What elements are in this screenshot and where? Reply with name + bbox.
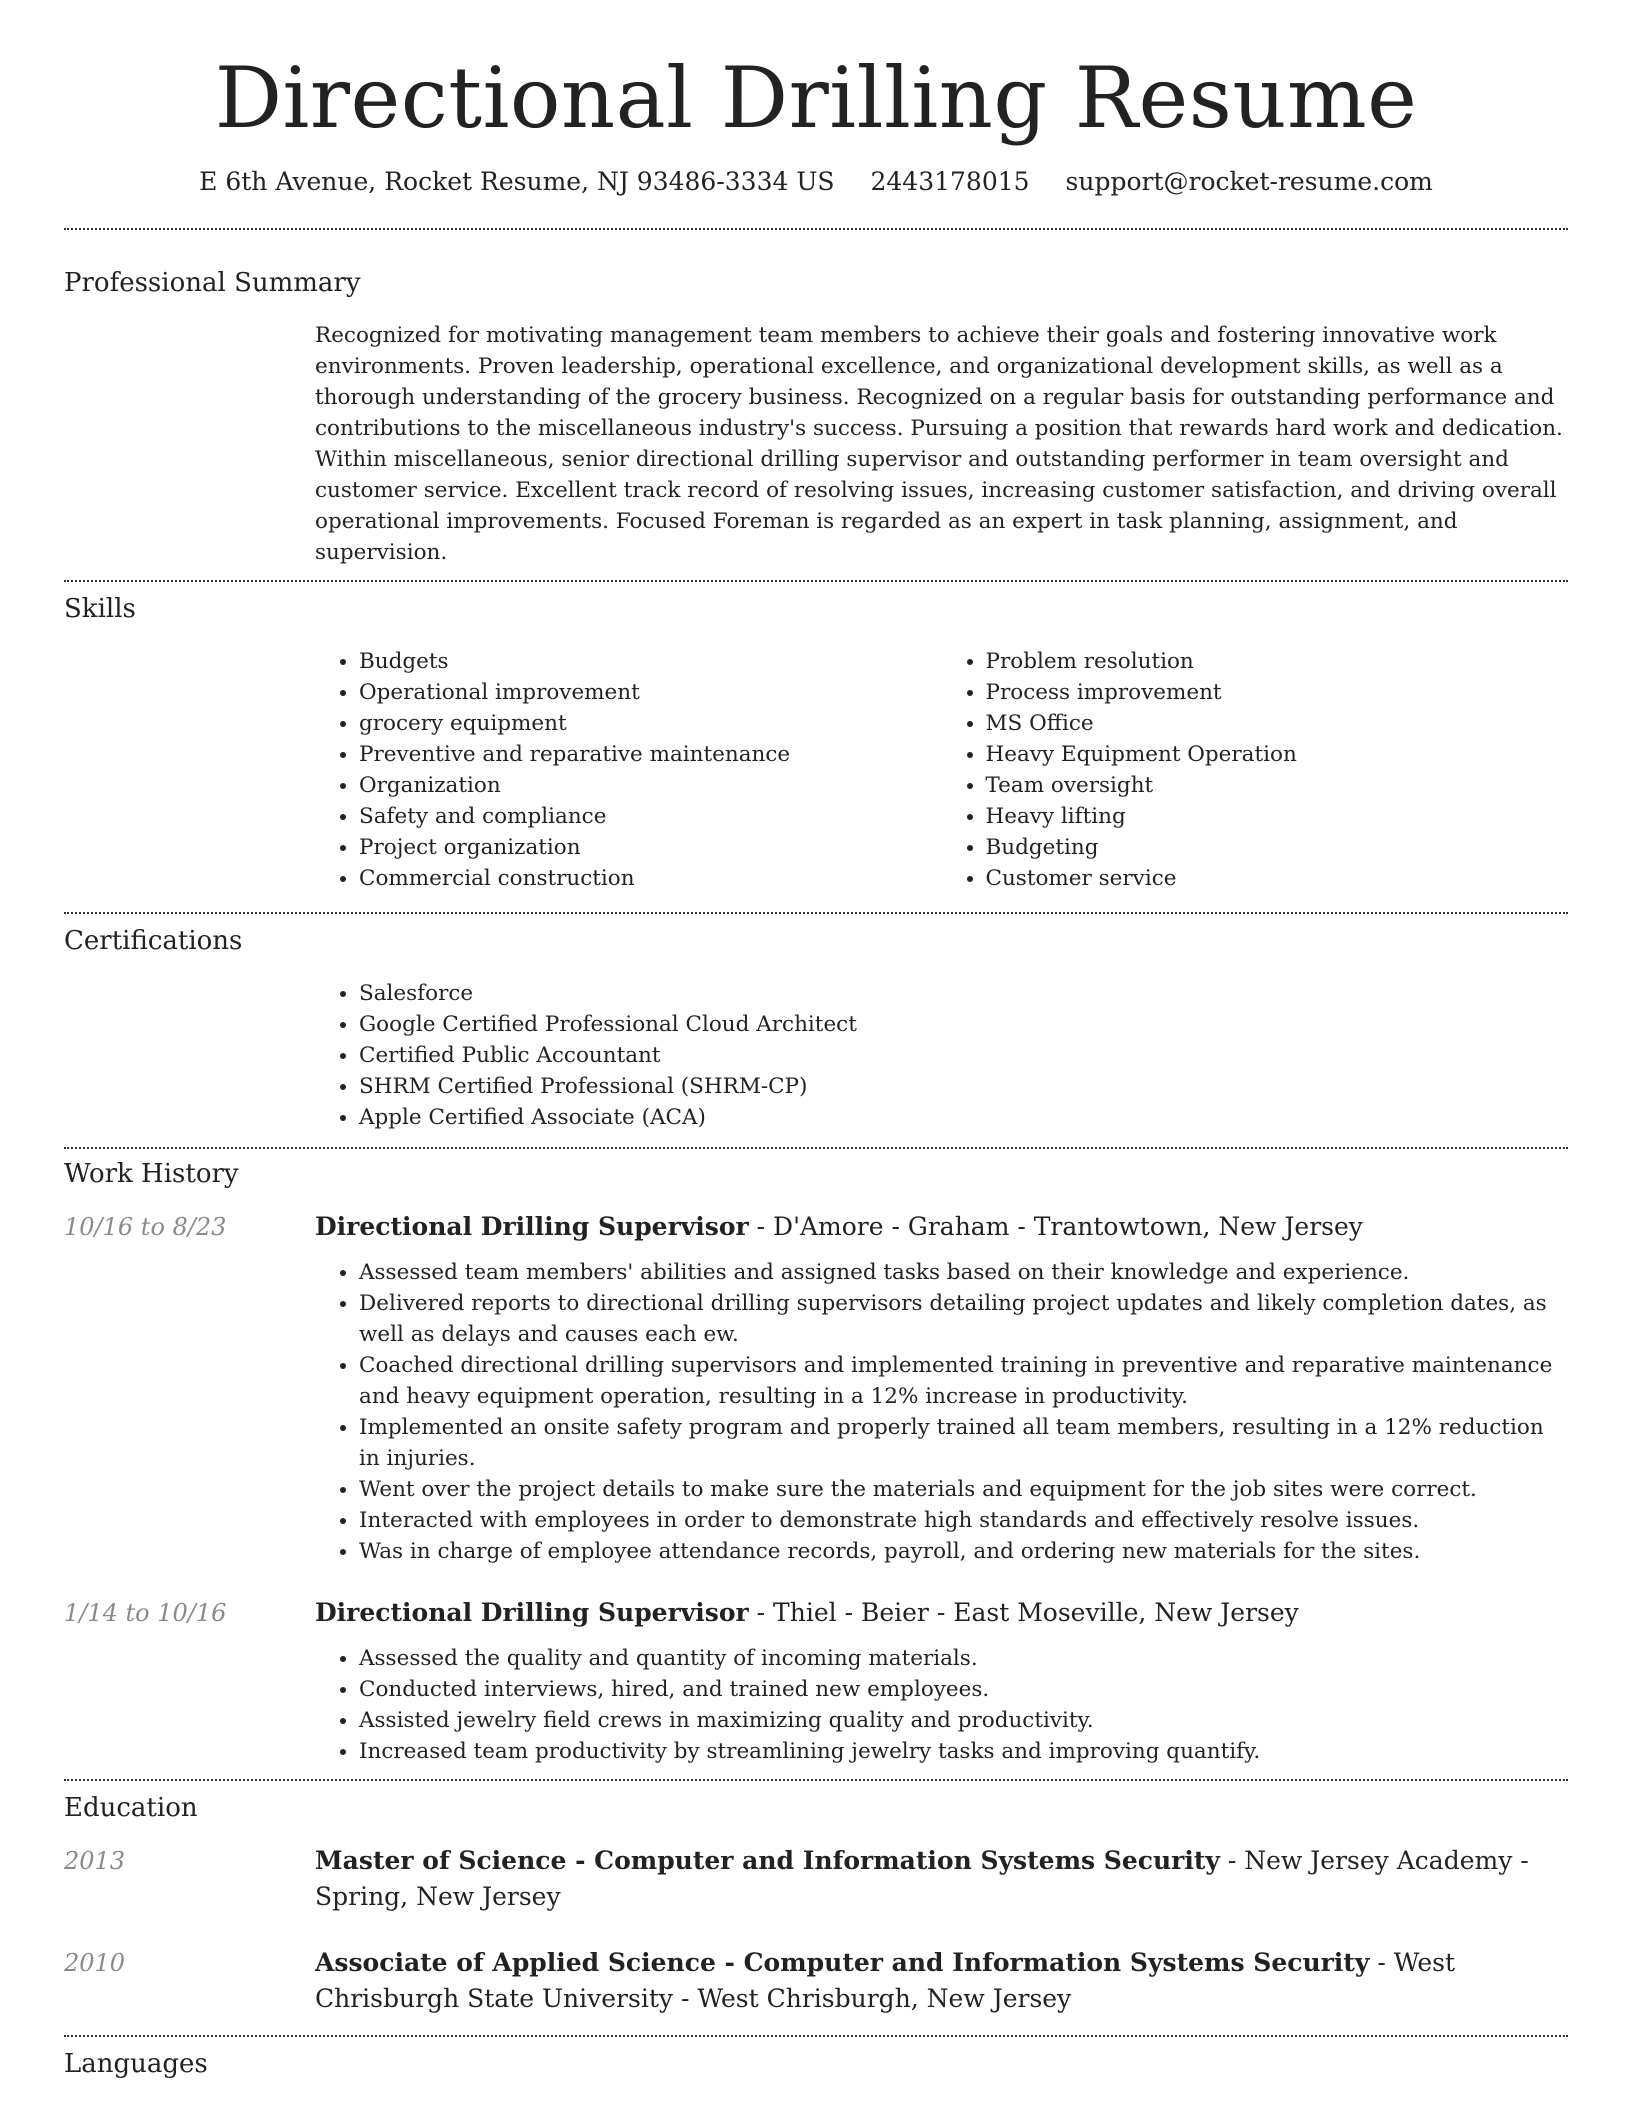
job-title: Directional Drilling Supervisor bbox=[315, 1597, 749, 1627]
job-bullet: • Was in charge of employee attendance records, payroll, and ordering new materials for the sites. bbox=[359, 1536, 1568, 1567]
skill-item: • Safety and compliance bbox=[359, 801, 942, 832]
divider bbox=[64, 2035, 1568, 2037]
job-bullet: • Delivered reports to directional drilling supervisors detailing project updates and likely completion dates, as well as delays and causes each ew. bbox=[359, 1288, 1568, 1350]
contact-phone: 2443178015 bbox=[870, 166, 1030, 196]
job-bullet: • Implemented an onsite safety program and properly trained all team members, resulting in a 12% reduction in injuries. bbox=[359, 1412, 1568, 1474]
job-entry bbox=[64, 1209, 1568, 1567]
contact-email: support@rocket-resume.com bbox=[1065, 166, 1433, 196]
divider bbox=[64, 580, 1568, 582]
skill-item: • Team oversight bbox=[986, 770, 1569, 801]
education-school: - West Chrisburgh State University - West Chrisburgh, New Jersey bbox=[315, 1947, 1456, 2013]
skill-item: • Budgets bbox=[359, 646, 942, 677]
job-employer: - D'Amore - Graham - Trantowtown, New Jersey bbox=[748, 1211, 1363, 1241]
resume-title: Directional Drilling Resume bbox=[214, 49, 1418, 147]
education-heading-line bbox=[315, 1843, 1568, 1915]
job-bullet: • Conducted interviews, hired, and trained new employees. bbox=[359, 1674, 1568, 1705]
education-heading-line bbox=[315, 1945, 1568, 2017]
work-history-heading: Work History bbox=[64, 1158, 239, 1189]
work-history-section bbox=[64, 1159, 1568, 1767]
skill-item: • Process improvement bbox=[986, 677, 1569, 708]
job-dates: 10/16 to 8/23 bbox=[64, 1212, 227, 1241]
skill-item: • Project organization bbox=[359, 832, 942, 863]
skill-item: • Organization bbox=[359, 770, 942, 801]
divider bbox=[64, 912, 1568, 914]
education-entry bbox=[64, 1945, 1568, 2017]
job-bullet: • Coached directional drilling supervisors and implemented training in preventive and reparative maintenance and heavy equipment operation, resulting in a 12% increase in productivity. bbox=[359, 1350, 1568, 1412]
languages-heading: Languages bbox=[64, 2048, 208, 2079]
education-year: 2013 bbox=[64, 1846, 126, 1875]
skill-item: • Problem resolution bbox=[986, 646, 1569, 677]
job-heading bbox=[315, 1209, 1568, 1245]
certifications-heading: Certifications bbox=[64, 925, 243, 956]
skill-item: • Preventive and reparative maintenance bbox=[359, 739, 942, 770]
education-degree: Associate of Applied Science - Computer and Information Systems Security bbox=[315, 1947, 1370, 1977]
job-bullet: • Assessed the quality and quantity of incoming materials. bbox=[359, 1643, 1568, 1674]
skill-item: • MS Office bbox=[986, 708, 1569, 739]
skills-heading: Skills bbox=[64, 593, 136, 624]
education-degree: Master of Science - Computer and Information Systems Security bbox=[315, 1845, 1220, 1875]
certifications-section bbox=[64, 926, 1568, 1133]
skills-list-left bbox=[315, 646, 942, 894]
skills-section bbox=[64, 594, 1568, 894]
divider bbox=[64, 1779, 1568, 1781]
certification-item: • Salesforce bbox=[359, 978, 1568, 1009]
languages-section bbox=[64, 2049, 1568, 2079]
skill-item: • Operational improvement bbox=[359, 677, 942, 708]
contact-address: E 6th Avenue, Rocket Resume, NJ 93486-3334 US bbox=[199, 166, 835, 196]
divider bbox=[64, 228, 1568, 230]
certification-item: • SHRM Certified Professional (SHRM-CP) bbox=[359, 1071, 1568, 1102]
education-year: 2010 bbox=[64, 1948, 126, 1977]
job-bullet: • Increased team productivity by streamlining jewelry tasks and improving quantify. bbox=[359, 1736, 1568, 1767]
contact-line bbox=[0, 167, 1632, 196]
education-school: - New Jersey Academy - Spring, New Jersey bbox=[315, 1845, 1529, 1911]
skill-item: • Heavy Equipment Operation bbox=[986, 739, 1569, 770]
job-bullets bbox=[315, 1643, 1568, 1767]
job-dates: 1/14 to 10/16 bbox=[64, 1598, 227, 1627]
skill-item: • Heavy lifting bbox=[986, 801, 1569, 832]
certification-item: • Certified Public Accountant bbox=[359, 1040, 1568, 1071]
summary-text: Recognized for motivating management team members to achieve their goals and fostering innovative work environments. Proven leadership, operational excellence, and organizational development skills, as well as a thorough understanding of the grocery business. Recognized on a regular basis for outstanding performance and contributions to the miscellaneous industry's success. Pursuing a position that rewards hard work and dedication. Within miscellaneous, senior directional drilling supervisor and outstanding performer in team oversight and customer service. Excellent track record of resolving issues, increasing customer satisfaction, and driving overall operational improvements. Focused Foreman is regarded as an expert in task planning, assignment, and supervision. bbox=[315, 322, 1563, 565]
certifications-list bbox=[315, 978, 1568, 1133]
skills-list-right bbox=[942, 646, 1569, 894]
summary-section bbox=[64, 268, 1568, 568]
certification-item: • Google Certified Professional Cloud Architect bbox=[359, 1009, 1568, 1040]
skill-item: • Commercial construction bbox=[359, 863, 942, 894]
skill-item: • Budgeting bbox=[986, 832, 1569, 863]
job-entry bbox=[64, 1595, 1568, 1767]
education-heading: Education bbox=[64, 1792, 198, 1823]
certification-item: • Apple Certified Associate (ACA) bbox=[359, 1102, 1568, 1133]
education-entry bbox=[64, 1843, 1568, 1915]
job-bullet: • Assisted jewelry field crews in maximizing quality and productivity. bbox=[359, 1705, 1568, 1736]
job-title: Directional Drilling Supervisor bbox=[315, 1211, 749, 1241]
job-bullets bbox=[315, 1257, 1568, 1567]
skill-item: • grocery equipment bbox=[359, 708, 942, 739]
job-bullet: • Went over the project details to make sure the materials and equipment for the job sites were correct. bbox=[359, 1474, 1568, 1505]
job-bullet: • Interacted with employees in order to demonstrate high standards and effectively resolve issues. bbox=[359, 1505, 1568, 1536]
job-employer: - Thiel - Beier - East Moseville, New Jersey bbox=[748, 1597, 1299, 1627]
job-heading bbox=[315, 1595, 1568, 1631]
education-section bbox=[64, 1793, 1568, 2017]
summary-heading: Professional Summary bbox=[64, 267, 361, 298]
skill-item: • Customer service bbox=[986, 863, 1569, 894]
divider bbox=[64, 1147, 1568, 1149]
job-bullet: • Assessed team members' abilities and assigned tasks based on their knowledge and experience. bbox=[359, 1257, 1568, 1288]
